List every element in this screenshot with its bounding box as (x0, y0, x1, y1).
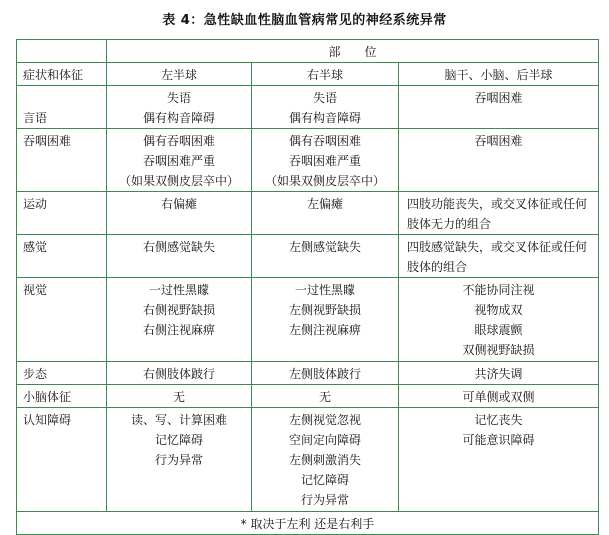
cell-line: 左侧肢体跛行 (288, 367, 361, 381)
table-row (17, 362, 599, 385)
cell-line: 可能意识障碍 (462, 433, 535, 447)
cell-line: 无 (318, 390, 331, 404)
cell-brainstem (399, 408, 599, 512)
header-empty-cell (17, 40, 107, 63)
cell-left (107, 235, 252, 278)
cell-left (107, 362, 252, 385)
cell-brainstem (399, 385, 599, 408)
cell-brainstem (399, 129, 599, 192)
cell-line: 吞咽困难 (474, 91, 523, 105)
cell-right (252, 362, 399, 385)
cell-line: 左侧注视麻痹 (288, 323, 361, 337)
cell-left (107, 278, 252, 362)
table-row (17, 408, 599, 512)
cell-line: 偶有构音障碍 (142, 111, 215, 125)
cell-line: 一过性黑矇 (294, 283, 355, 297)
cell-brainstem (399, 362, 599, 385)
row-label: 步态 (17, 362, 107, 385)
cell-right (252, 192, 399, 235)
table-row (17, 86, 599, 129)
cell-line: 四肢功能丧失，或交叉体征或任何 (407, 197, 588, 211)
cell-line: 眼球震颤 (474, 323, 523, 337)
neuro-abnormalities-table (16, 39, 599, 535)
header-region (107, 40, 599, 63)
cell-line: 右侧注视麻痹 (142, 323, 215, 337)
cell-line: 吞咽困难严重 (142, 154, 215, 168)
table-row (17, 278, 599, 362)
cell-line: 不能协同注视 (462, 283, 535, 297)
cell-left (107, 86, 252, 129)
cell-line: 吞咽困难 (474, 134, 523, 148)
cell-left (107, 408, 252, 512)
cell-brainstem (399, 192, 599, 235)
header-left-hemisphere: 左半球 (107, 63, 252, 86)
cell-line: 右侧感觉缺失 (142, 240, 215, 254)
cell-line: 右侧肢体跛行 (142, 367, 215, 381)
cell-line: 左侧视野缺损 (288, 303, 361, 317)
cell-line: 双侧视野缺损 (462, 343, 535, 357)
cell-line: 无 (172, 390, 185, 404)
cell-line: 可单侧或双侧 (462, 390, 535, 404)
cell-line: 右侧视野缺损 (142, 303, 215, 317)
cell-left (107, 385, 252, 408)
cell-line: 吞咽困难严重 (288, 154, 361, 168)
row-label: 感觉 (17, 235, 107, 278)
cell-line: 偶有吞咽困难 (142, 134, 215, 148)
cell-line: 读、写、计算困难 (130, 413, 227, 427)
cell-line: 失语 (166, 91, 191, 105)
row-label: 运动 (17, 192, 107, 235)
cell-line: 失语 (312, 91, 337, 105)
cell-line: 偶有构音障碍 (288, 111, 361, 125)
cell-line: 右偏瘫 (160, 197, 197, 211)
cell-right (252, 235, 399, 278)
row-label: 视觉 (17, 278, 107, 362)
cell-line: 一过性黑矇 (148, 283, 209, 297)
cell-line: 偶有吞咽困难 (288, 134, 361, 148)
cell-left (107, 192, 252, 235)
table-row (17, 385, 599, 408)
row-label: 小脑体征 (17, 385, 107, 408)
cell-right (252, 86, 399, 129)
table-title: 表 4：急性缺血性脑血管病常见的神经系统异常 (162, 13, 447, 28)
cell-line: （如果双侧皮层卒中） (264, 174, 385, 188)
cell-line: 行为异常 (154, 453, 203, 467)
cell-line: 空间定向障碍 (288, 433, 361, 447)
cell-right (252, 385, 399, 408)
table-row (17, 129, 599, 192)
cell-line: 记忆障碍 (300, 473, 349, 487)
header-right-hemisphere: 右半球 (252, 63, 399, 86)
cell-right (252, 129, 399, 192)
cell-line: 左侧刺激消失 (288, 453, 361, 467)
row-label: 认知障碍 (17, 408, 107, 512)
cell-line: 左侧视觉忽视 (288, 413, 361, 427)
cell-line: 共济失调 (474, 367, 523, 381)
header-symptoms: 症状和体征 (17, 63, 107, 86)
cell-brainstem (399, 86, 599, 129)
cell-right (252, 408, 399, 512)
header-brainstem: 脑干、小脑、后半球 (399, 63, 599, 86)
cell-line: 行为异常 (300, 493, 349, 507)
cell-line: 左偏瘫 (306, 197, 343, 211)
cell-brainstem (399, 278, 599, 362)
cell-right (252, 278, 399, 362)
cell-line: 记忆丧失 (474, 413, 523, 427)
header-region-label: 部 位 (328, 45, 377, 59)
cell-left (107, 129, 252, 192)
cell-line: （如果双侧皮层卒中） (118, 174, 239, 188)
row-label: 言语 (17, 86, 107, 129)
cell-brainstem (399, 235, 599, 278)
cell-line: 记忆障碍 (154, 433, 203, 447)
table-row (17, 235, 599, 278)
footnote: * 取决于左利 还是右利手 (17, 512, 599, 535)
cell-line: 四肢感觉缺失，或交叉体征或任何 (407, 240, 588, 254)
row-label: 吞咽困难 (17, 129, 107, 192)
cell-line: 肢体的组合 (407, 260, 468, 274)
cell-line: 视物成双 (474, 303, 523, 317)
table-row (17, 192, 599, 235)
cell-line: 左侧感觉缺失 (288, 240, 361, 254)
cell-line: 肢体无力的组合 (407, 217, 492, 231)
